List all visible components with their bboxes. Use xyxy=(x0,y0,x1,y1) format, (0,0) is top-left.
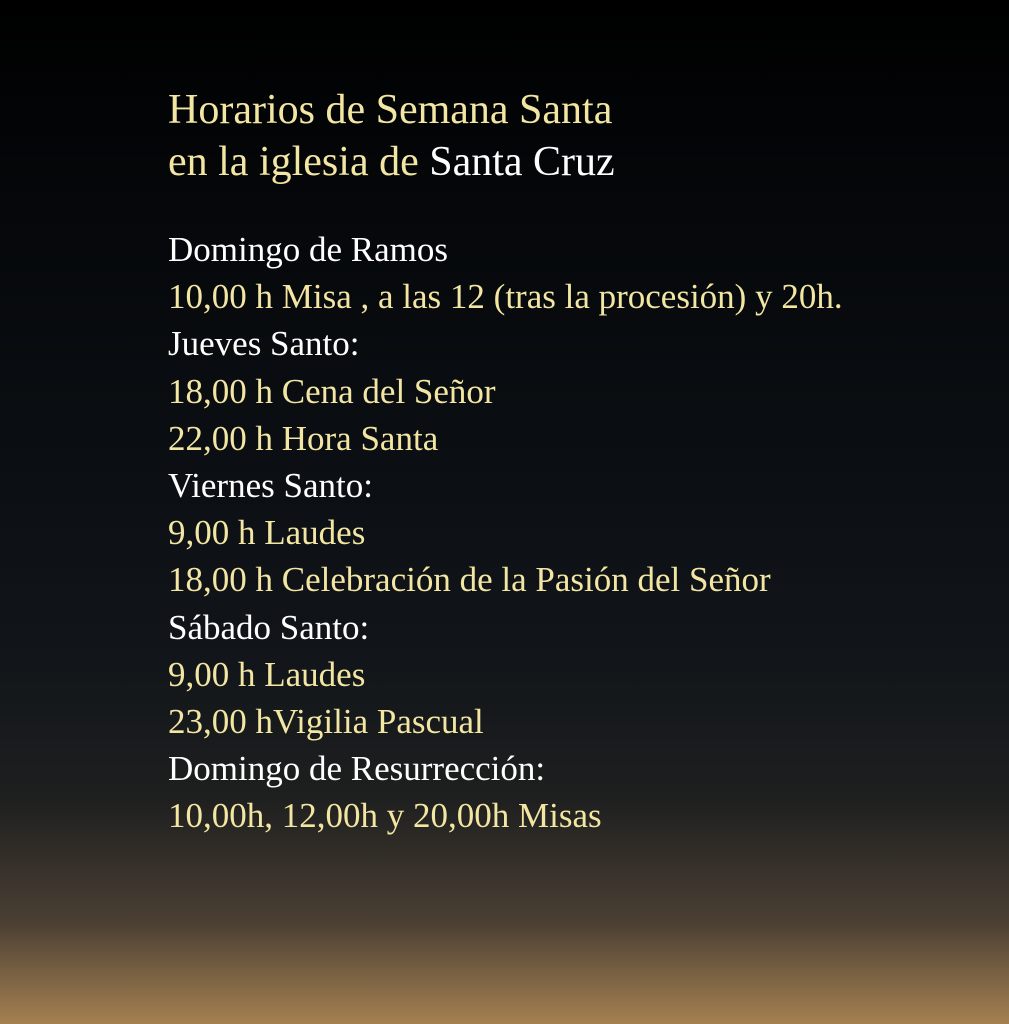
schedule-day-heading: Domingo de Resurrección: xyxy=(168,749,546,789)
schedule-day-heading: Domingo de Ramos xyxy=(168,230,448,269)
schedule-day-heading: Sábado Santo: xyxy=(168,607,370,647)
title-line-1: Horarios de Semana Santa xyxy=(168,87,613,133)
schedule-list xyxy=(168,226,843,840)
page-title xyxy=(168,84,615,188)
schedule-time-entry: 10,00 h Misa , a las 12 (tras la procesión) y 20h. xyxy=(168,277,843,317)
schedule-time-entry: 18,00 h Celebración de la Pasión del Señor xyxy=(168,560,771,600)
schedule-time-entry: 9,00 h Laudes xyxy=(168,654,366,694)
schedule-time-entry: 9,00 h Laudes xyxy=(168,513,366,553)
schedule-day-heading: Viernes Santo: xyxy=(168,466,373,506)
church-name: Santa Cruz xyxy=(429,139,615,185)
schedule-time-entry: 23,00 hVigilia Pascual xyxy=(168,702,484,742)
schedule-time-entry: 22,00 h Hora Santa xyxy=(168,418,439,458)
schedule-time-entry: 10,00h, 12,00h y 20,00h Misas xyxy=(168,796,602,836)
schedule-day-heading: Jueves Santo: xyxy=(168,324,360,364)
title-line-2 xyxy=(168,136,615,188)
title-line-2-prefix: en la iglesia de xyxy=(168,139,430,185)
schedule-time-entry: 18,00 h Cena del Señor xyxy=(168,371,496,411)
